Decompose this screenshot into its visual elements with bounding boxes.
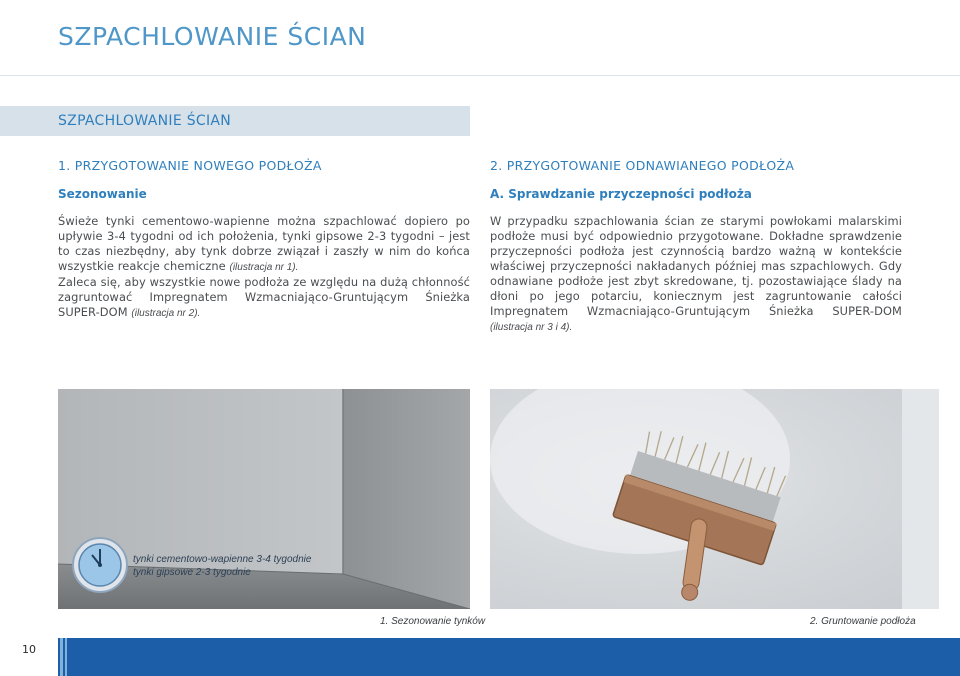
figure-2-side-strip [902, 389, 939, 609]
section-band-title: SZPACHLOWANIE ŚCIAN [58, 113, 232, 129]
clock-icon [72, 537, 128, 593]
left-heading: 1. PRZYGOTOWANIE NOWEGO PODŁOŻA [58, 158, 322, 173]
figure-2-caption: 2. Gruntowanie podłoża [810, 616, 916, 627]
footer-band [0, 638, 960, 676]
right-heading: 2. PRZYGOTOWANIE ODNAWIANEGO PODŁOŻA [490, 158, 795, 173]
left-subheading: Sezonowanie [58, 187, 147, 201]
figure-priming-brush [490, 389, 939, 609]
clock-label: tynki cementowo-wapienne 3-4 tygodnie tynki gipsowe 2-3 tygodnie [133, 554, 312, 578]
left-paragraph-1: Świeże tynki cementowo-wapienne można szpachlować dopiero po upływie 3-4 tygodni od ich położenia, tynki gipsowe 2-3 tygodni – jest to czas niezbędny, aby tynk dobrze związał i zaszły w nim do końca wszystkie reakcje chemiczne (ilustracja nr 1). [58, 214, 470, 273]
figure-reference: (ilustracja nr 2). [131, 308, 201, 319]
figure-1-caption: 1. Sezonowanie tynków [380, 616, 486, 627]
brush-illustration [490, 389, 939, 609]
footer-stripe [60, 638, 63, 676]
right-paragraph-1: W przypadku szpachlowania ścian ze starymi powłokami malarskimi podłoże musi być odpowiednio przygotowane. Dokładne sprawdzenie przyczepności podłoża jest czynnością bardzo ważną w kontekście właściwej przyczepności nakładanych później mas szpachlowych. Gdy odnawiane podłoże jest zbyt skredowane, tj. pozostawiające ślady na dłoni po jego potarciu, koniecznym jest zagruntowanie całości Impregnatem Wzmacniająco-Gruntującym Śnieżka SUPER-DOM (ilustracja nr 3 i 4). [490, 214, 902, 333]
left-paragraph-2: Zaleca się, aby wszystkie nowe podłoża ze względu na dużą chłonność zagruntować Impregnatem Wzmacniająco-Gruntującym Śnieżka SUPER-DOM (ilustracja nr 2). [58, 275, 470, 319]
footer-stripe [65, 638, 67, 676]
right-subheading: A. Sprawdzanie przyczepności podłoża [490, 187, 752, 201]
section-band [0, 106, 470, 136]
left-column [58, 158, 470, 321]
right-column [490, 158, 902, 335]
page-number: 10 [0, 638, 58, 676]
figure-reference: (ilustracja nr 3 i 4). [490, 322, 573, 333]
title-divider [0, 75, 960, 76]
page-title: SZPACHLOWANIE ŚCIAN [58, 22, 367, 51]
figure-reference: (ilustracja nr 1). [229, 262, 299, 273]
